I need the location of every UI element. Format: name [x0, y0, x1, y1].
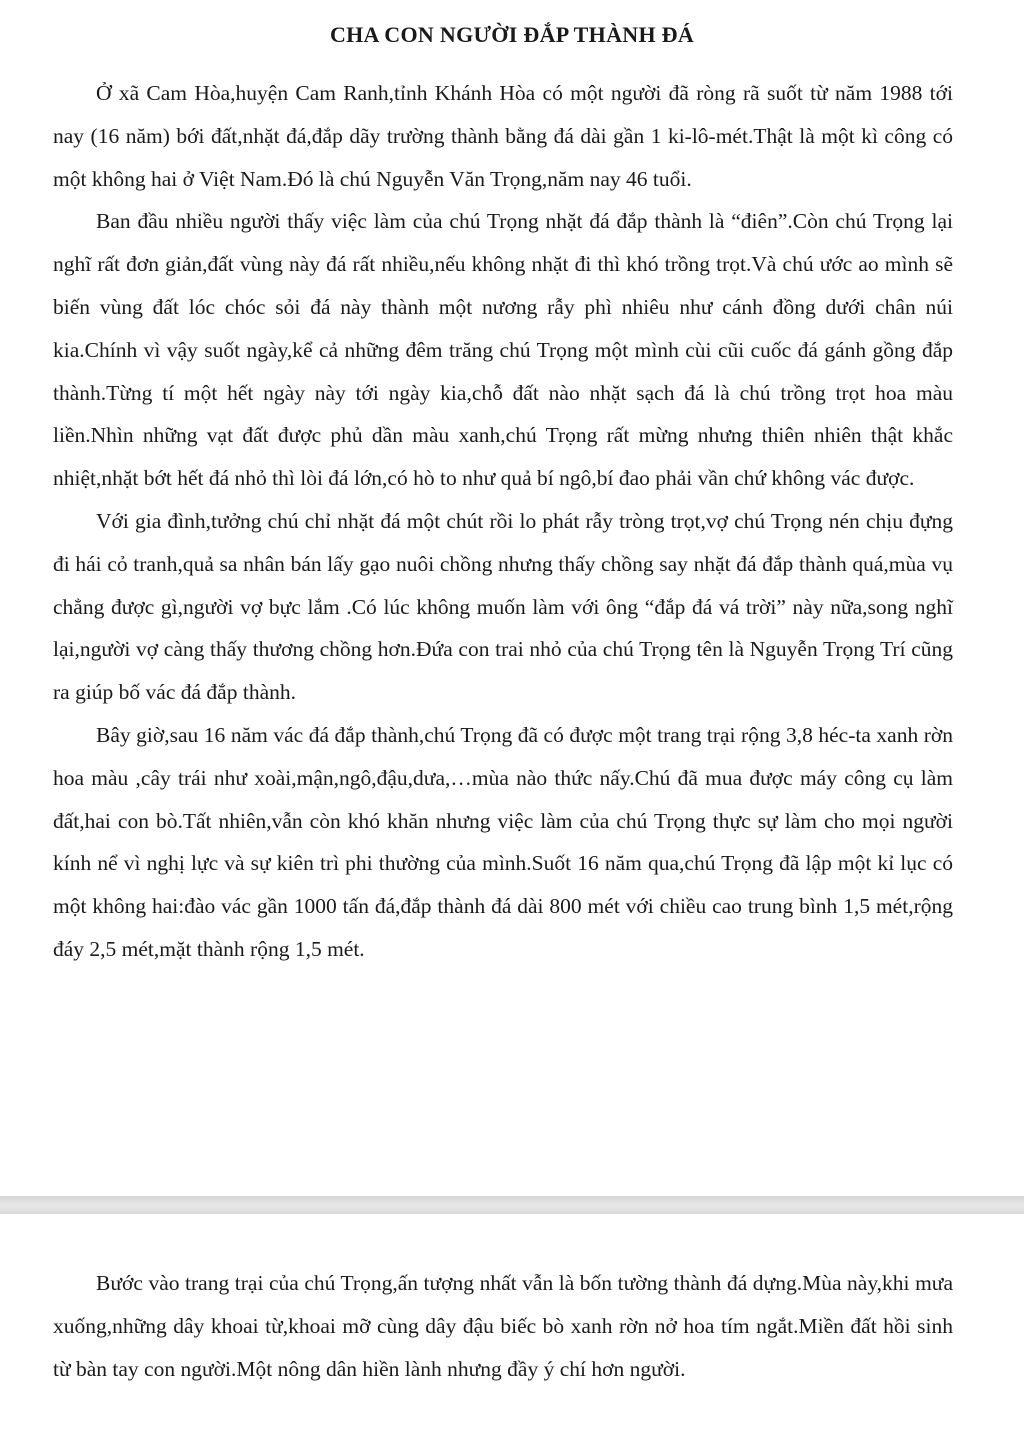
paragraph-result: Bây giờ,sau 16 năm vác đá đắp thành,chú Trọng đã có được một trang trại rộng 3,8 héc-ta xanh rờn hoa màu ,cây trái như xoài,mận,ngô,đậu,dưa,…mùa nào thức nấy.Chú đã mua được máy công cụ làm đất,hai con bò.Tất nhiên,vẫn còn khó khăn nhưng việc làm của chú Trọng thực sự làm cho mọi người kính nể vì nghị lực và sự kiên trì phi thường của mình.Suốt 16 năm qua,chú Trọng đã lập một kỉ lục có một không hai:đào vác gần 1000 tấn đá,đắp thành đá dài 800 mét với chiều cao trung bình 1,5 mét,rộng đáy 2,5 mét,mặt thành rộng 1,5 mét.	[53, 722, 953, 961]
document-title: CHA CON NGƯỜI ĐẮP THÀNH ĐÁ	[329, 22, 695, 47]
page-2-body	[53, 1262, 953, 1390]
page-1-body	[53, 72, 953, 971]
paragraph-family: Với gia đình,tưởng chú chỉ nhặt đá một chút rồi lo phát rẫy tròng trọt,vợ chú Trọng nén chịu đựng đi hái cỏ tranh,quả sa nhân bán lấy gạo nuôi chồng nhưng thấy chồng say nhặt đá đắp thành quá,mùa vụ chẳng được gì,người vợ bực lắm .Có lúc không muốn làm với ông “đắp đá vá trời” này nữa,song nghĩ lại,người vợ càng thấy thương chồng hơn.Đứa con trai nhỏ của chú Trọng tên là Nguyễn Trọng Trí cũng ra giúp bố vác đá đắp thành.	[53, 508, 953, 705]
page-separator	[0, 1196, 1024, 1214]
paragraph-intro: Ở xã Cam Hòa,huyện Cam Ranh,tỉnh Khánh Hòa có một người đã ròng rã suốt từ năm 1988 tới nay (16 năm) bới đất,nhặt đá,đắp dãy trường thành bằng đá dài gần 1 ki-lô-mét.Thật là một kì công có một không hai ở Việt Nam.Đó là chú Nguyễn Văn Trọng,năm nay 46 tuổi.	[53, 81, 953, 191]
paragraph-beginning: Ban đầu nhiều người thấy việc làm của chú Trọng nhặt đá đắp thành là “điên”.Còn chú Trọng lại nghĩ rất đơn giản,đất vùng này đá rất nhiều,nếu không nhặt đi thì khó trồng trọt.Và chú ước ao mình sẽ biến vùng đất lóc chóc sỏi đá này thành một nương rẫy phì nhiêu như cánh đồng dưới chân núi kia.Chính vì vậy suốt ngày,kể cả những đêm trăng chú Trọng một mình cùi cũi cuốc đá gánh gồng đắp thành.Từng tí một hết ngày này tới ngày kia,chỗ đất nào nhặt sạch đá là chú trồng trọt hoa màu liền.Nhìn những vạt đất được phủ dần màu xanh,chú Trọng rất mừng nhưng thiên nhiên thật khắc nhiệt,nhặt bớt hết đá nhỏ thì lòi đá lớn,có hò to như quả bí ngô,bí đao phải vần chứ không vác được.	[53, 209, 953, 491]
paragraph-farm: Bước vào trang trại của chú Trọng,ấn tượng nhất vẫn là bốn tường thành đá dựng.Mùa này,khi mưa xuống,những dây khoai từ,khoai mỡ cùng dây đậu biếc bò xanh rờn nở hoa tím ngắt.Miền đất hồi sinh từ bàn tay con người.Một nông dân hiền lành nhưng đầy ý chí hơn người.	[53, 1271, 953, 1381]
document-page-2	[0, 1214, 1024, 1447]
